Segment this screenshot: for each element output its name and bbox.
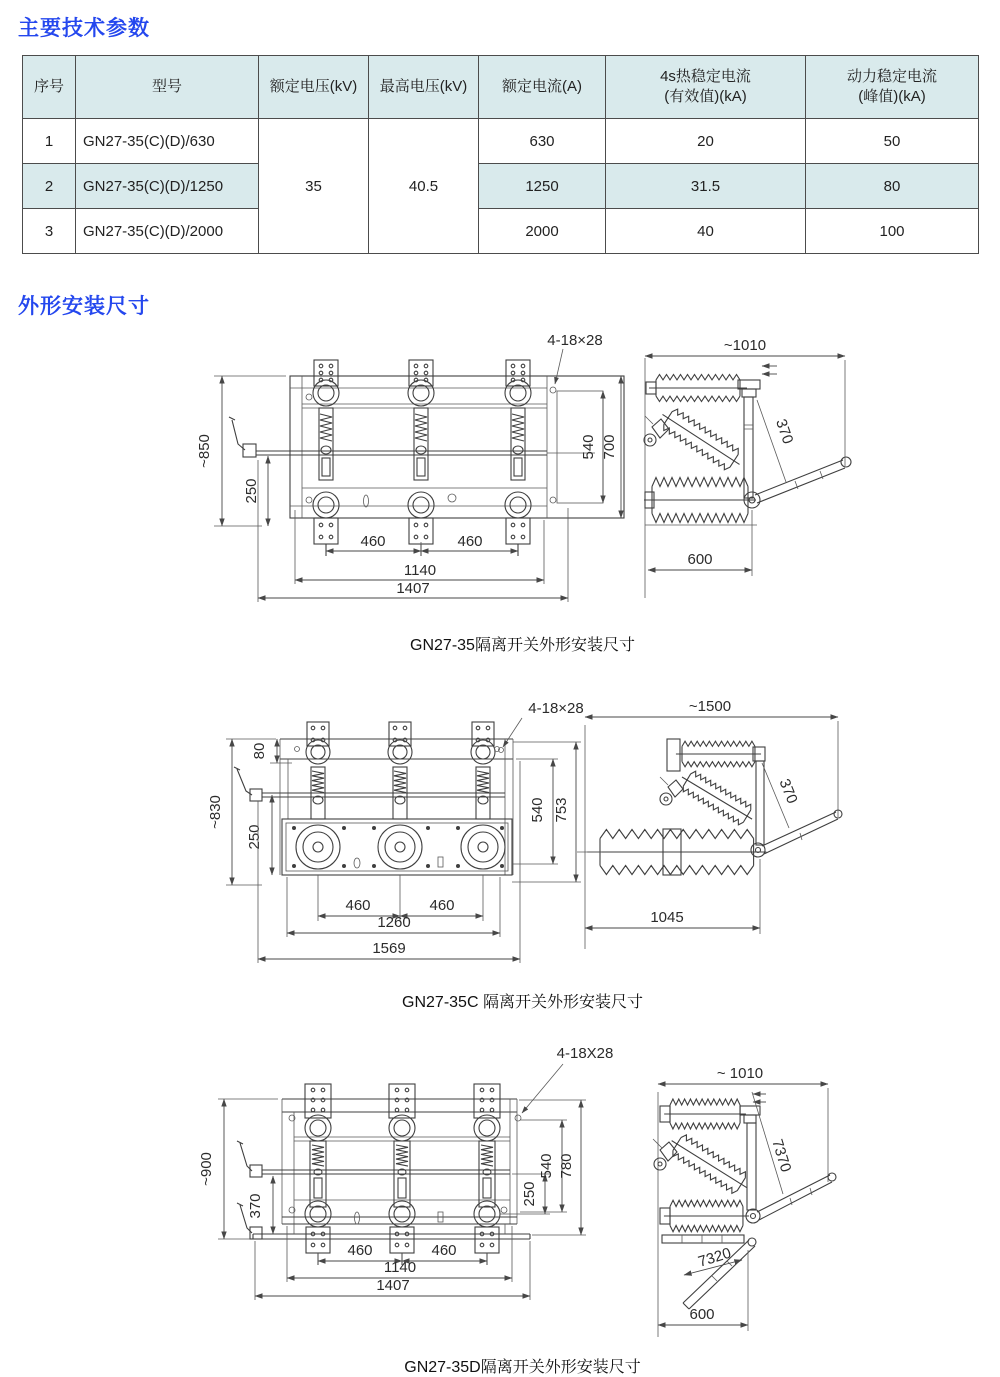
insulator-bellows [644,478,756,523]
col-header-model: 型号 [76,56,259,119]
operating-handle [229,417,256,457]
table-row [23,119,979,164]
pole-assembly [313,360,339,556]
dim-label-side-width: ~1010 [723,337,767,354]
drawing2-front-view [234,722,513,875]
operating-handle [237,1141,262,1177]
col-header-rated-voltage: 额定电压(kV) [259,56,369,119]
pole-assembly [408,360,434,556]
dim-label-height: ~830 [207,795,224,829]
dim-label-460b: 460 [429,897,455,914]
dim-label-460a: 460 [345,897,371,914]
dim-label-250: 250 [243,478,260,504]
col-header-thermal [606,56,806,119]
cell-thermal-2: 31.5 [606,164,806,209]
bolt-hole-label: 4-18×28 [547,332,603,349]
dim-label-1569: 1569 [372,940,406,957]
section-title-params: 主要技术参数 [18,17,150,40]
cell-dynamic-1: 50 [806,119,979,164]
drawing3-figure [0,1042,1000,1352]
dim-label-1140: 1140 [403,562,437,579]
col-header-dynamic-line1: 动力稳定电流 [846,67,937,85]
insulator-bellows [587,830,766,875]
insulator-bellows [656,404,747,475]
dim-label-460a: 460 [347,1242,373,1259]
dim-label-700: 700 [601,434,618,460]
cell-model-1: GN27-35(C)(D)/630 [76,119,259,164]
dim-label-460b: 460 [457,533,483,550]
col-header-thermal-line2: (有效值)(kA) [664,88,747,105]
col-header-dynamic [806,56,979,119]
cell-max-voltage: 40.5 [369,119,479,254]
dim-label-753: 753 [553,797,570,823]
dim-label-780: 780 [558,1153,575,1179]
cell-current-1: 630 [479,119,606,164]
cell-model-2: GN27-35(C)(D)/1250 [76,164,259,209]
col-header-dynamic-line2: (峰值)(kA) [858,88,926,105]
drawing2-side-view [577,698,842,949]
dim-label-7320: 7320 [696,1244,734,1271]
dim-label-1407: 1407 [376,1277,410,1294]
insulator-bellows [649,375,747,402]
drawing1-front-view [229,360,624,556]
dim-label-height: ~850 [196,434,213,468]
cell-thermal-3: 40 [606,209,806,254]
bolt-hole-label: 4-18X28 [556,1045,614,1062]
pole-assembly [461,722,505,869]
insulator-bellows [664,1099,746,1129]
dim-label-540: 540 [580,434,597,460]
dim-label-side-width: ~1500 [688,698,732,715]
dim-label-7370: 7370 [768,1137,795,1175]
table-header-row [23,56,979,119]
dim-label-250: 250 [521,1181,538,1207]
dim-label-540: 540 [529,797,546,823]
cell-rated-voltage: 35 [259,119,369,254]
dim-label-370: 370 [775,776,801,807]
drawing2-caption: GN27-35C 隔离开关外形安装尺寸 [402,994,643,1011]
cell-dynamic-2: 80 [806,164,979,209]
cell-current-3: 2000 [479,209,606,254]
cell-thermal-1: 20 [606,119,806,164]
dim-label-1260: 1260 [377,914,411,931]
drawing1-caption: GN27-35隔离开关外形安装尺寸 [410,637,635,654]
drawing3-side-view [653,1065,836,1337]
dim-label-460a: 460 [360,533,386,550]
col-header-thermal-line1: 4s热稳定电流 [660,67,751,85]
operating-rod [755,457,851,503]
col-header-no: 序号 [23,56,76,119]
cell-current-2: 1250 [479,164,606,209]
col-header-max-voltage: 最高电压(kV) [369,56,479,119]
insulator-bellows [676,741,761,767]
table-row [23,164,979,209]
cell-no-2: 2 [23,164,76,209]
operating-rod [757,1173,836,1220]
dim-label-1407: 1407 [396,580,430,597]
pole-assembly [378,722,422,869]
dim-label-540: 540 [538,1153,555,1179]
dim-label-1045: 1045 [650,909,684,926]
dim-label-600: 600 [687,551,713,568]
operating-handle [234,767,262,801]
insulator-bellows [664,1200,749,1232]
drawing3-caption: GN27-35D隔离开关外形安装尺寸 [404,1359,641,1376]
cell-no-1: 1 [23,119,76,164]
dim-label-1140: 1140 [383,1259,417,1276]
cell-model-3: GN27-35(C)(D)/2000 [76,209,259,254]
drawing1-side-view [644,337,851,598]
table-row [23,209,979,254]
drawing1-figure [0,330,1000,630]
insulator-bellows [665,1130,754,1199]
bolt-hole-label: 4-18×28 [528,700,584,717]
cell-dynamic-3: 100 [806,209,979,254]
pole-assembly [505,360,531,556]
drawing3-front-view [237,1084,530,1265]
cell-no-3: 3 [23,209,76,254]
params-table [22,55,979,254]
dim-label-side-width: ~ 1010 [716,1065,764,1082]
section-title-dimensions: 外形安装尺寸 [18,295,150,318]
dim-label-600: 600 [689,1306,715,1323]
operating-rod [762,810,842,854]
dim-label-370: 370 [772,416,797,447]
dim-label-460b: 460 [431,1242,457,1259]
drawing2-figure [0,697,1000,987]
dim-label-370: 370 [247,1193,264,1219]
dim-label-height: ~900 [198,1152,215,1186]
col-header-rated-current: 额定电流(A) [479,56,606,119]
pole-assembly [296,722,340,869]
insulator-bellows [676,767,758,830]
dim-label-80: 80 [251,742,268,760]
dim-label-250: 250 [246,824,263,850]
